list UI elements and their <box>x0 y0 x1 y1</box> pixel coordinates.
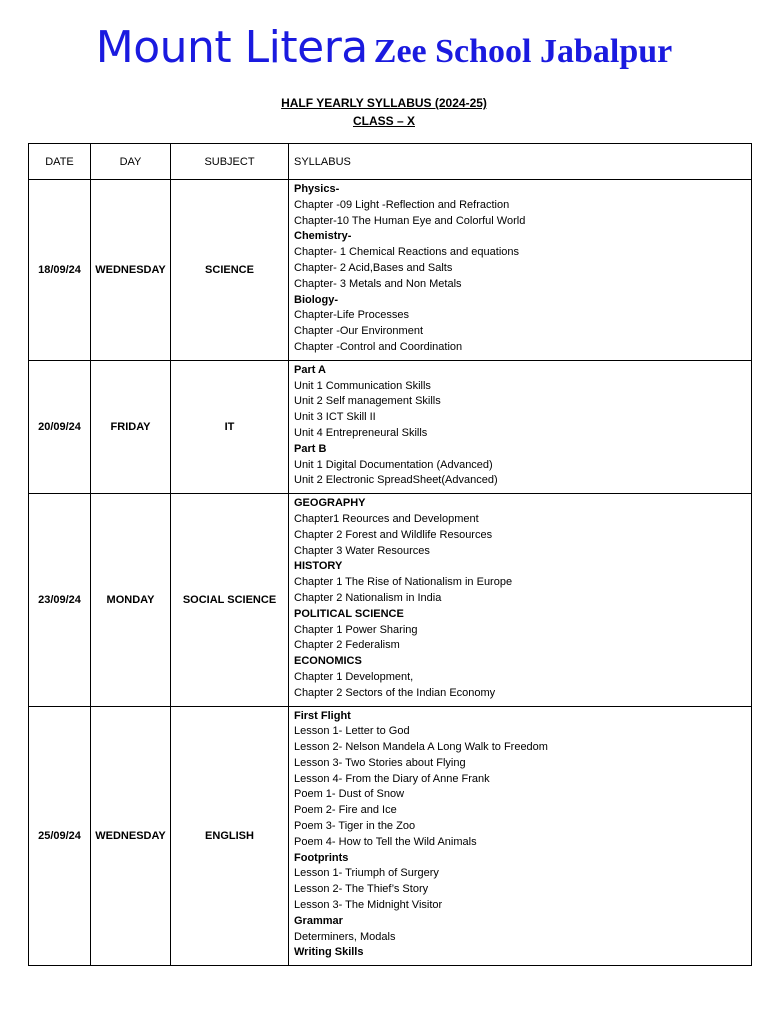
syllabus-cell <box>289 360 752 493</box>
table-body <box>29 180 752 966</box>
subject-cell: SCIENCE <box>171 180 289 361</box>
date-cell: 20/09/24 <box>29 360 91 493</box>
table-header-row <box>29 144 752 180</box>
school-name-logo: Mount Litera <box>95 22 368 73</box>
section-heading: HISTORY <box>294 560 343 573</box>
syllabus-item: Chapter 2 Forest and Wildlife Resources <box>294 528 493 541</box>
syllabus-table <box>28 143 752 966</box>
syllabus-item: Unit 1 Digital Documentation (Advanced) <box>294 458 493 471</box>
syllabus-item: Chapter-10 The Human Eye and Colorful World <box>294 214 526 227</box>
syllabus-item: Chapter -09 Light -Reflection and Refraction <box>294 198 510 211</box>
day-cell: WEDNESDAY <box>91 706 171 966</box>
day-cell: FRIDAY <box>91 360 171 493</box>
syllabus-item: Determiners, Modals <box>294 930 396 943</box>
column-header-subject: SUBJECT <box>171 144 289 180</box>
table-row <box>29 494 752 706</box>
syllabus-item: Chapter -Our Environment <box>294 325 423 338</box>
school-header <box>0 22 768 73</box>
syllabus-item: Chapter- 2 Acid,Bases and Salts <box>294 261 453 274</box>
section-heading: POLITICAL SCIENCE <box>294 607 404 620</box>
syllabus-item: Poem 3- Tiger in the Zoo <box>294 820 416 833</box>
syllabus-item: Unit 3 ICT Skill II <box>294 411 376 424</box>
class-label: CLASS – X <box>352 114 415 128</box>
syllabus-item: Chapter- 1 Chemical Reactions and equations <box>294 246 520 259</box>
syllabus-item: Chapter 1 Power Sharing <box>294 623 418 636</box>
column-header-day: DAY <box>91 144 171 180</box>
school-name-suffix: Zee School Jabalpur <box>373 33 673 70</box>
table-row <box>29 706 752 966</box>
syllabus-item: Lesson 3- Two Stories about Flying <box>294 756 466 769</box>
table-row <box>29 360 752 493</box>
syllabus-item: Lesson 3- The Midnight Visitor <box>294 899 443 912</box>
syllabus-item: Poem 4- How to Tell the Wild Animals <box>294 835 477 848</box>
syllabus-item: Chapter 2 Sectors of the Indian Economy <box>294 686 496 699</box>
syllabus-item: Chapter- 3 Metals and Non Metals <box>294 277 462 290</box>
section-heading: Chemistry- <box>294 230 352 243</box>
section-heading: Physics- <box>294 183 340 195</box>
syllabus-item: Chapter 1 The Rise of Nationalism in Europe <box>294 576 513 589</box>
subject-cell: IT <box>171 360 289 493</box>
syllabus-item: Unit 1 Communication Skills <box>294 379 431 392</box>
column-header-syllabus: SYLLABUS <box>289 144 752 180</box>
syllabus-item: Chapter1 Reources and Development <box>294 512 479 525</box>
date-cell: 23/09/24 <box>29 494 91 706</box>
syllabus-item: Lesson 4- From the Diary of Anne Frank <box>294 772 490 785</box>
section-heading: Part B <box>294 442 327 455</box>
subject-cell: SOCIAL SCIENCE <box>171 494 289 706</box>
date-cell: 18/09/24 <box>29 180 91 361</box>
syllabus-item: Chapter-Life Processes <box>294 309 409 322</box>
syllabus-item: Unit 4 Entrepreneural Skills <box>294 426 428 439</box>
section-heading: Biology- <box>294 293 338 306</box>
syllabus-item: Lesson 2- The Thief’s Story <box>294 883 429 896</box>
section-heading: Part A <box>294 363 326 376</box>
subject-cell: ENGLISH <box>171 706 289 966</box>
syllabus-item: Lesson 1- Triumph of Surgery <box>294 867 439 880</box>
table-row <box>29 180 752 361</box>
syllabus-item: Chapter 2 Nationalism in India <box>294 591 442 604</box>
day-cell: WEDNESDAY <box>91 180 171 361</box>
syllabus-item: Chapter 2 Federalism <box>294 639 400 652</box>
syllabus-item: Chapter 1 Development, <box>294 670 414 683</box>
syllabus-item: Lesson 2- Nelson Mandela A Long Walk to Freedom <box>294 741 548 754</box>
syllabus-item: Poem 2- Fire and Ice <box>294 804 397 817</box>
section-heading: Footprints <box>294 851 349 864</box>
syllabus-item: Chapter 3 Water Resources <box>294 544 430 557</box>
section-heading: Grammar <box>294 914 343 927</box>
syllabus-cell <box>289 706 752 966</box>
syllabus-item: Chapter -Control and Coordination <box>294 340 463 353</box>
section-heading: GEOGRAPHY <box>294 497 366 510</box>
syllabus-item: Unit 2 Self management Skills <box>294 395 441 408</box>
syllabus-item: Lesson 1- Letter to God <box>294 725 410 738</box>
syllabus-item: Unit 2 Electronic SpreadSheet(Advanced) <box>294 474 498 487</box>
section-heading: Writing Skills <box>294 946 364 959</box>
document-title: HALF YEARLY SYLLABUS (2024-25) <box>281 96 487 110</box>
day-cell: MONDAY <box>91 494 171 706</box>
syllabus-cell <box>289 494 752 706</box>
section-heading: First Flight <box>294 709 351 722</box>
column-header-date: DATE <box>29 144 91 180</box>
syllabus-item: Poem 1- Dust of Snow <box>294 788 405 801</box>
syllabus-cell <box>289 180 752 361</box>
section-heading: ECONOMICS <box>294 655 362 668</box>
date-cell: 25/09/24 <box>29 706 91 966</box>
